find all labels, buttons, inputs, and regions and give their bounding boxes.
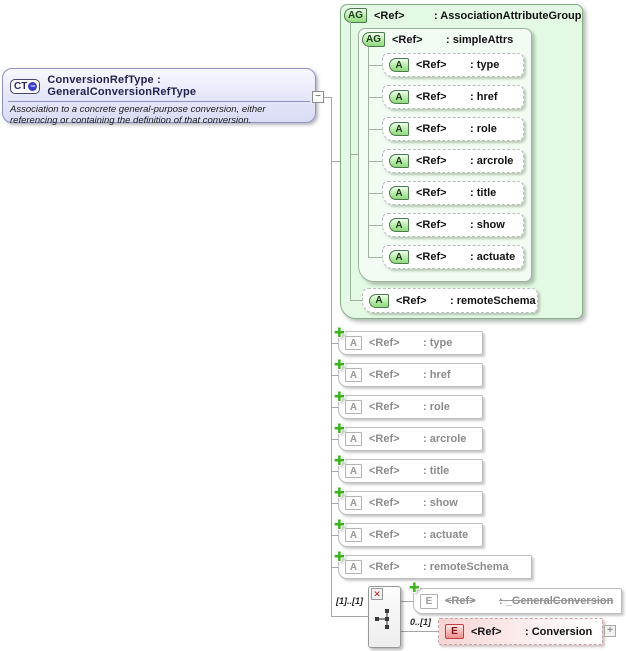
ref-label: <Ref> xyxy=(416,187,447,199)
attribute-icon: A xyxy=(345,528,362,542)
attribute-name: : href xyxy=(423,369,451,381)
attribute-ref-row[interactable] xyxy=(338,331,483,355)
attribute-name: : show xyxy=(470,219,505,231)
complex-type-header xyxy=(3,69,315,100)
attribute-ref-remoteschema[interactable] xyxy=(362,288,538,313)
attribute-ref-href[interactable] xyxy=(382,85,524,109)
ref-label: <Ref> xyxy=(396,294,427,307)
ref-label: <Ref> xyxy=(471,625,502,638)
cardinality-label: 0..[1] xyxy=(410,617,432,627)
add-icon[interactable]: ✚ xyxy=(334,517,345,532)
connector-line xyxy=(324,97,331,98)
connector-line xyxy=(401,601,413,602)
attribute-ref-show[interactable] xyxy=(382,213,524,237)
ref-label: <Ref> xyxy=(445,595,476,607)
attribute-name: : show xyxy=(423,497,458,509)
add-icon[interactable]: ✚ xyxy=(334,389,345,404)
element-name: : Conversion xyxy=(525,625,593,638)
attribute-icon: A xyxy=(389,122,409,136)
tree-line xyxy=(368,97,382,98)
attribute-icon: A xyxy=(345,560,362,574)
attribute-ref-row[interactable] xyxy=(338,427,483,451)
attribute-ref-actuate[interactable] xyxy=(382,245,524,269)
attribute-icon: A xyxy=(345,400,362,414)
add-icon[interactable]: ✚ xyxy=(334,485,345,500)
add-icon[interactable]: ✚ xyxy=(334,549,345,564)
ref-label: <Ref> xyxy=(369,529,400,541)
attribute-ref-row[interactable] xyxy=(338,555,532,579)
attribute-icon: A xyxy=(389,218,409,232)
attribute-name: : actuate xyxy=(423,529,469,541)
attribute-name: : remoteSchema xyxy=(450,294,536,307)
attribute-ref-title[interactable] xyxy=(382,181,524,205)
tree-line xyxy=(368,47,369,258)
add-icon[interactable]: ✚ xyxy=(334,421,345,436)
attribute-name: : type xyxy=(470,59,500,71)
element-ref-generalconversion[interactable] xyxy=(413,588,622,614)
ref-label: <Ref> xyxy=(416,251,447,263)
ref-label: <Ref> xyxy=(369,369,400,381)
ref-label: <Ref> xyxy=(416,219,447,231)
attribute-name: : href xyxy=(470,91,498,103)
attribute-icon: A xyxy=(369,294,389,308)
connector-line xyxy=(401,631,438,632)
simple-attrs-name: : simpleAttrs xyxy=(446,33,514,46)
blocked-icon: ✕ xyxy=(371,588,383,600)
attribute-icon: A xyxy=(389,250,409,264)
complex-type-icon-label: CT xyxy=(14,80,28,92)
simple-attrs-header xyxy=(359,29,531,47)
ref-label: <Ref> xyxy=(369,561,400,573)
ref-label: <Ref> xyxy=(374,9,405,22)
tree-line xyxy=(368,129,382,130)
tree-line xyxy=(368,161,382,162)
element-icon: E xyxy=(420,594,438,609)
tree-line xyxy=(350,21,351,301)
attribute-icon: A xyxy=(345,464,362,478)
ref-label: <Ref> xyxy=(369,401,400,413)
attribute-icon: A xyxy=(345,368,362,382)
attribute-ref-type[interactable] xyxy=(382,53,524,77)
complex-type-title: ConversionRefType : GeneralConversionRefType xyxy=(47,74,197,98)
attribute-name: : role xyxy=(423,401,450,413)
connector-line xyxy=(331,616,368,617)
ref-label: <Ref> xyxy=(369,465,400,477)
connector-line xyxy=(331,535,338,536)
cardinality-label: [1]..[1] xyxy=(336,596,363,606)
attribute-icon: A xyxy=(389,186,409,200)
attribute-group-name: : AssociationAttributeGroup xyxy=(434,9,582,22)
collapse-toggle[interactable] xyxy=(312,91,324,103)
ref-label: <Ref> xyxy=(369,433,400,445)
connector-line xyxy=(331,439,338,440)
connector-line xyxy=(331,375,338,376)
complex-type-icon xyxy=(10,79,40,94)
connector-line xyxy=(331,471,338,472)
connector-line xyxy=(331,567,338,568)
tree-line xyxy=(368,65,382,66)
tree-line xyxy=(368,257,382,258)
connector-line xyxy=(331,343,338,344)
attribute-group-icon: AG xyxy=(362,32,385,47)
ref-label: <Ref> xyxy=(369,337,400,349)
add-icon[interactable]: ✚ xyxy=(409,580,420,595)
complex-type-box[interactable] xyxy=(2,68,316,126)
attribute-ref-row[interactable] xyxy=(338,491,483,515)
element-ref-conversion[interactable] xyxy=(438,618,603,645)
attribute-name: : arcrole xyxy=(423,433,467,445)
plus-icon: + xyxy=(607,625,613,636)
attribute-ref-row[interactable] xyxy=(338,363,483,387)
connector-line xyxy=(331,407,338,408)
attribute-icon: A xyxy=(389,154,409,168)
tree-line xyxy=(350,300,362,301)
attribute-ref-role[interactable] xyxy=(382,117,524,141)
element-name: : _GeneralConversion xyxy=(499,595,614,607)
add-icon[interactable]: ✚ xyxy=(334,357,345,372)
connector-line xyxy=(331,503,338,504)
ref-label: <Ref> xyxy=(416,123,447,135)
ref-label: <Ref> xyxy=(369,497,400,509)
attribute-name: : remoteSchema xyxy=(423,561,509,573)
attribute-icon: A xyxy=(389,90,409,104)
attribute-icon: A xyxy=(345,432,362,446)
attribute-ref-row[interactable] xyxy=(338,459,483,483)
tree-line xyxy=(350,154,358,155)
collapse-circle-icon: − xyxy=(30,80,36,91)
annotation-text: Association to a concrete general-purpose conversion, either referencing or containing the definition of that conversion. xyxy=(10,104,266,126)
attribute-ref-row[interactable] xyxy=(338,395,483,419)
attribute-icon: A xyxy=(345,496,362,510)
attribute-name: : role xyxy=(470,123,497,135)
element-icon: E xyxy=(445,624,464,639)
expand-toggle[interactable] xyxy=(604,625,616,637)
attribute-ref-row[interactable] xyxy=(338,523,483,547)
attribute-name: : title xyxy=(423,465,450,477)
connector-line xyxy=(331,161,340,162)
attribute-name: : arcrole xyxy=(470,155,514,167)
choice-compositor-box[interactable] xyxy=(368,586,401,648)
tree-line xyxy=(368,225,382,226)
choice-glyph-icon xyxy=(374,607,396,631)
attribute-ref-arcrole[interactable] xyxy=(382,149,524,173)
add-icon[interactable]: ✚ xyxy=(334,453,345,468)
connector-line xyxy=(331,97,332,617)
ref-label: <Ref> xyxy=(392,33,423,46)
attribute-name: : type xyxy=(423,337,453,349)
attribute-group-header xyxy=(341,5,582,23)
minus-icon: − xyxy=(315,91,321,102)
attribute-name: : title xyxy=(470,187,497,199)
ref-label: <Ref> xyxy=(416,91,447,103)
ref-label: <Ref> xyxy=(416,59,447,71)
attribute-icon: A xyxy=(345,336,362,350)
attribute-icon: A xyxy=(389,58,409,72)
attribute-name: : actuate xyxy=(470,251,516,263)
ref-label: <Ref> xyxy=(416,155,447,167)
attribute-group-icon: AG xyxy=(344,8,367,23)
add-icon[interactable]: ✚ xyxy=(334,325,345,340)
tree-line xyxy=(368,193,382,194)
